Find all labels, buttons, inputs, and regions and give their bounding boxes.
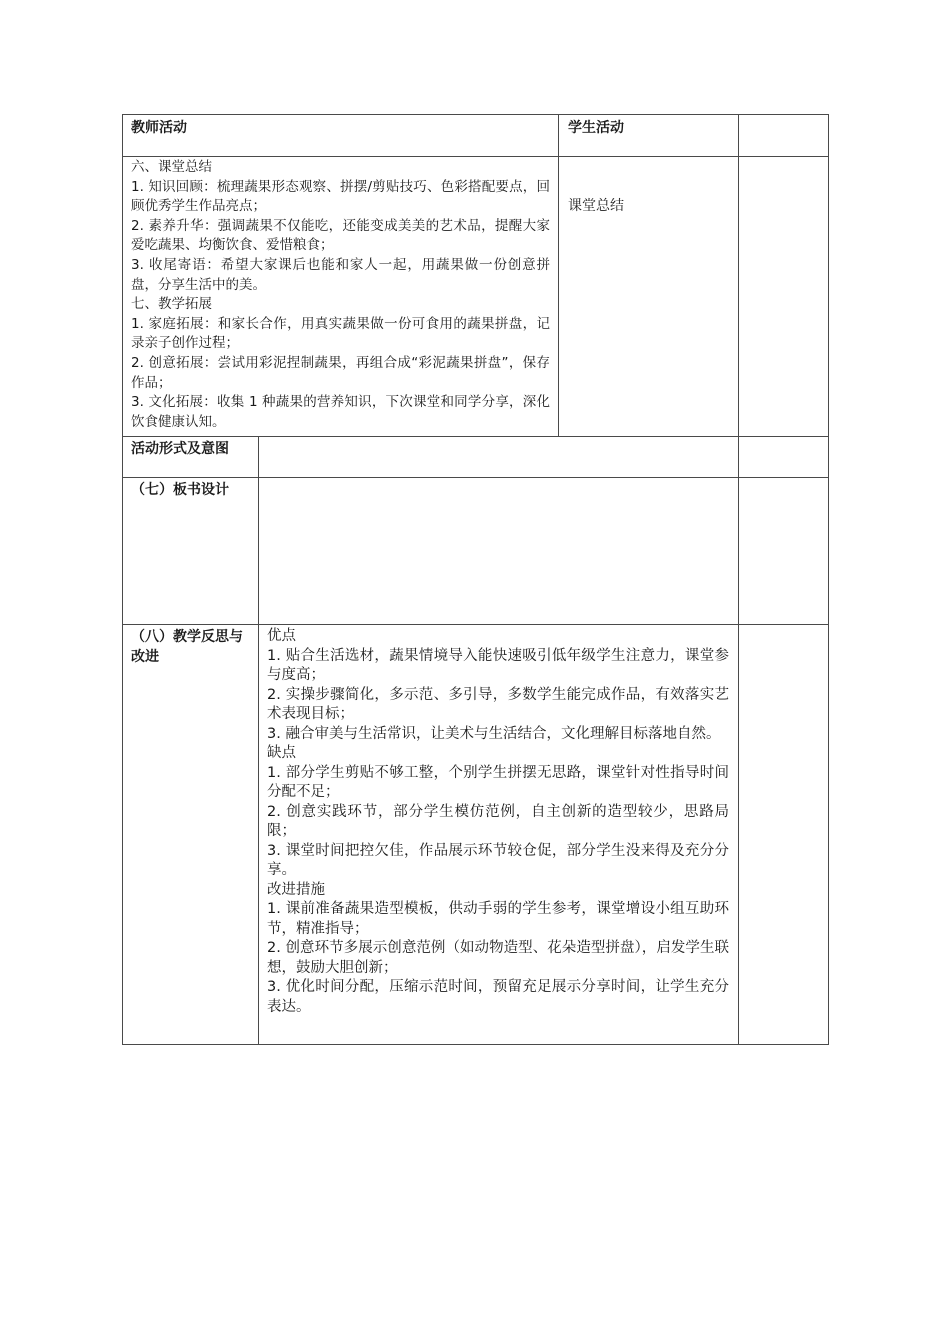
table-border-row4 xyxy=(122,624,829,625)
table-border-bottom xyxy=(122,1044,829,1045)
teacher-summary-content xyxy=(131,158,550,432)
teacher-activity-header: 教师活动 xyxy=(131,120,187,136)
extension-heading: 七、教学拓展 xyxy=(131,296,212,313)
summary-item: 1. 知识回顾：梳理蔬果形态观察、拼摆/剪贴技巧、色彩搭配要点，回顾优秀学生作品亮点； xyxy=(131,178,550,215)
strength-item: 3. 融合审美与生活常识，让美术与生活结合，文化理解目标落地自然。 xyxy=(267,725,721,742)
weakness-item: 3. 课堂时间把控欠佳，作品展示环节较仓促，部分学生没来得及充分分享。 xyxy=(267,842,729,878)
summary-item: 2. 素养升华：强调蔬果不仅能吃，还能变成美美的艺术品，提醒大家爱吃蔬果、均衡饮食、爱惜粮食； xyxy=(131,217,550,254)
strength-item: 1. 贴合生活选材，蔬果情境导入能快速吸引低年级学生注意力，课堂参与度高； xyxy=(267,647,729,683)
table-border-right xyxy=(828,114,829,1045)
strength-item: 2. 实操步骤简化，多示范、多引导，多数学生能完成作品，有效落实艺术表现目标； xyxy=(267,686,729,722)
extension-item: 2. 创意拓展：尝试用彩泥捏制蔬果，再组合成“彩泥蔬果拼盘”，保存作品； xyxy=(131,354,550,391)
extension-item: 1. 家庭拓展：和家长合作，用真实蔬果做一份可食用的蔬果拼盘，记录亲子创作过程； xyxy=(131,315,550,352)
table-border-top xyxy=(122,114,829,115)
table-border-row2 xyxy=(122,436,829,437)
table-border-row3 xyxy=(122,477,829,478)
board-design-label: （七）板书设计 xyxy=(131,482,229,498)
student-summary-text: 课堂总结 xyxy=(568,198,624,214)
improvement-item: 1. 课前准备蔬果造型模板，供动手弱的学生参考，课堂增设小组互助环节，精准指导； xyxy=(267,901,729,937)
extension-item: 3. 文化拓展：收集 1 种蔬果的营养知识，下次课堂和同学分享，深化饮食健康认知。 xyxy=(131,394,550,430)
weakness-item: 2. 创意实践环节，部分学生模仿范例，自主创新的造型较少，思路局限； xyxy=(267,803,729,839)
summary-item: 3. 收尾寄语：希望大家课后也能和家人一起，用蔬果做一份创意拼盘，分享生活中的美。 xyxy=(131,256,550,293)
table-border-row1 xyxy=(122,156,829,157)
activity-form-label: 活动形式及意图 xyxy=(131,441,229,457)
improvement-item: 2. 创意环节多展示创意范例（如动物造型、花朵造型拼盘），启发学生联想，鼓励大胆创新； xyxy=(267,940,729,976)
weakness-item: 1. 部分学生剪贴不够工整，个别学生拼摆无思路，课堂针对性指导时间分配不足； xyxy=(267,764,729,800)
student-activity-header: 学生活动 xyxy=(568,120,624,136)
table-divider-student xyxy=(558,114,559,437)
table-divider-outer xyxy=(738,114,739,1045)
table-border-left xyxy=(122,114,123,1045)
table-divider-label xyxy=(258,436,259,1045)
reflection-content xyxy=(267,627,729,1017)
improvements-heading: 改进措施 xyxy=(267,881,325,898)
reflection-label: （八）教学反思与改进 xyxy=(131,629,243,665)
strengths-heading: 优点 xyxy=(267,628,296,644)
weaknesses-heading: 缺点 xyxy=(267,745,296,761)
summary-heading: 六、课堂总结 xyxy=(131,159,212,175)
improvement-item: 3. 优化时间分配，压缩示范时间，预留充足展示分享时间，让学生充分表达。 xyxy=(267,979,729,1015)
